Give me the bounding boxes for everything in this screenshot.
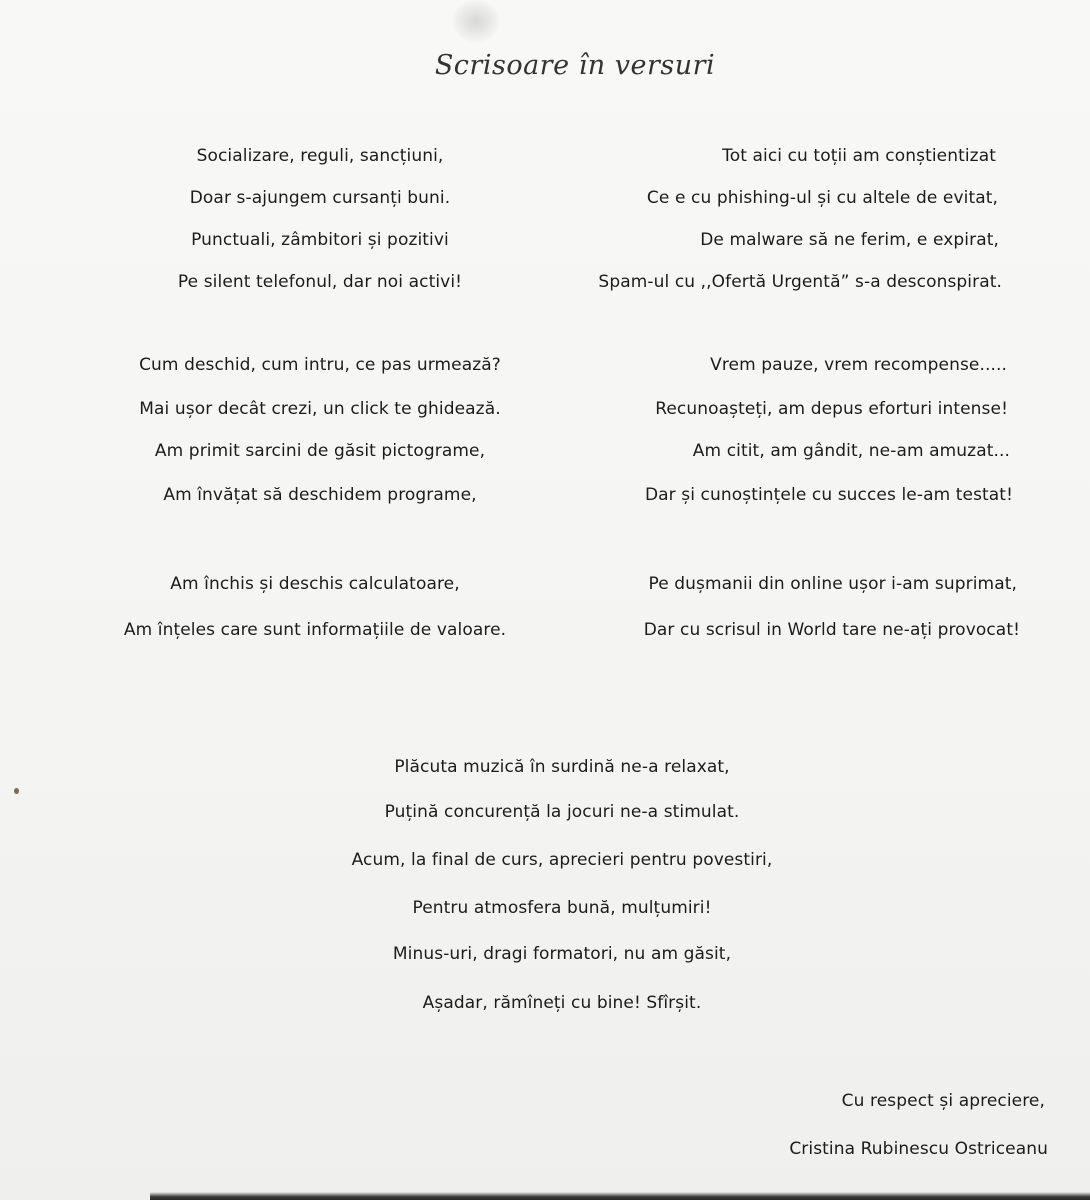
left-verse-line: Socializare, reguli, sancțiuni, [196, 146, 444, 166]
left-verse-line: Mai ușor decât crezi, un click te ghidează. [139, 399, 501, 419]
paper-speck [14, 788, 19, 794]
left-verse-line: Punctuali, zâmbitori și pozitivi [191, 230, 449, 250]
left-verse-line: Am învățat să deschidem programe, [163, 485, 477, 505]
left-verse-line: Am înțeles care sunt informațiile de valoare. [123, 620, 507, 640]
right-verse-line: Pe dușmanii din online ușor i-am suprimat, [648, 574, 1017, 594]
final-verse-line: Așadar, rămîneți cu bine! Sfîrșit. [422, 993, 702, 1013]
final-verse-line: Puțină concurență la jocuri ne-a stimulat. [384, 802, 740, 822]
right-verse-line: Dar și cunoștințele cu succes le-am testat! [644, 485, 1013, 505]
final-verse-line: Pentru atmosfera bună, mulțumiri! [412, 898, 712, 918]
left-verse-line: Am primit sarcini de găsit pictograme, [154, 441, 486, 461]
left-verse-line: Cum deschid, cum intru, ce pas urmează? [139, 355, 501, 375]
left-verse-line: Am închis și deschis calculatoare, [170, 574, 460, 594]
right-verse-line: Dar cu scrisul in World tare ne-ați provocat! [643, 620, 1020, 640]
right-verse-line: Tot aici cu toții am conștientizat [722, 146, 996, 166]
right-verse-line: Recunoașteți, am depus eforturi intense! [655, 399, 1008, 419]
right-verse-line: De malware să ne ferim, e expirat, [700, 230, 999, 250]
letter-title: Scrisoare în versuri [434, 50, 716, 81]
right-verse-line: Ce e cu phishing-ul și cu altele de evitat, [646, 188, 998, 208]
final-verse-line: Minus-uri, dragi formatori, nu am găsit, [392, 944, 732, 964]
paper-bottom-edge [150, 1192, 1090, 1200]
closing-phrase: Cu respect și apreciere, [841, 1091, 1045, 1111]
left-verse-line: Pe silent telefonul, dar noi activi! [177, 272, 463, 292]
right-verse-line: Am citit, am gândit, ne-am amuzat... [692, 441, 1010, 461]
right-verse-line: Vrem pauze, vrem recompense..... [710, 355, 1007, 375]
final-verse-line: Acum, la final de curs, aprecieri pentru povestiri, [351, 850, 773, 870]
ink-smudge [452, 0, 500, 42]
left-verse-line: Doar s-ajungem cursanți buni. [189, 188, 451, 208]
final-verse-line: Plăcuta muzică în surdină ne-a relaxat, [394, 757, 730, 777]
signature: Cristina Rubinescu Ostriceanu [789, 1139, 1048, 1159]
right-verse-line: Spam-ul cu ,,Ofertă Urgentă” s-a desconspirat. [598, 272, 1002, 292]
